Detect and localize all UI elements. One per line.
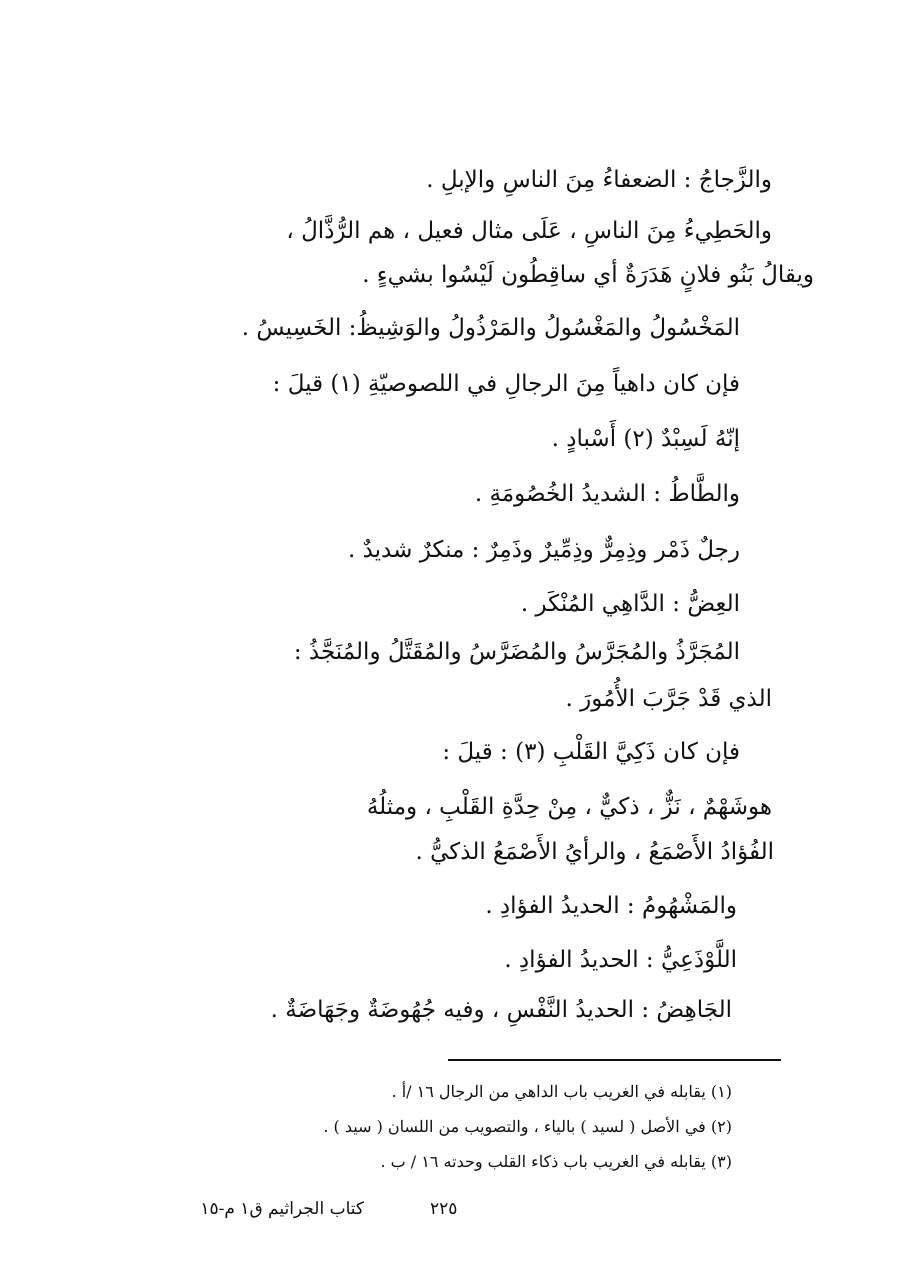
- text-line: الجَاهِضُ : الحديدُ النَّفْسِ ، وفيه جُهُوضَةٌ وجَهَاضَةٌ .: [270, 997, 732, 1023]
- page-number: ٢٢٥: [430, 1199, 458, 1219]
- text-line: والطَّاطُ : الشديدُ الخُصُومَةِ .: [474, 481, 740, 507]
- running-footer: كتاب الجراثيم ق١ م-١٥: [200, 1199, 364, 1219]
- text-line: هوشَهْمٌ ، نَزٌّ ، ذكيٌّ ، مِنْ حِدَّةِ القَلْبِ ، ومثلُهُ: [366, 794, 772, 820]
- text-line: اللَّوْذَعِيُّ : الحديدُ الفؤادِ .: [504, 947, 737, 973]
- footnote: (٣) يقابله في الغريب باب ذكاء القلب وحدته ١٦ / ب .: [380, 1152, 732, 1171]
- text-line: إنّهُ لَسِبْدٌ (٢) أَسْبادٍ .: [551, 426, 740, 452]
- text-line: والزَّجاجُ : الضعفاءُ مِنَ الناسِ والإبلِ .: [426, 167, 772, 193]
- text-line: والحَطِيءُ مِنَ الناسِ ، عَلَى مثال فعيل ، هم الرُّذَّالُ ،: [286, 218, 772, 244]
- text-line: فإن كان داهياً مِنَ الرجالِ في اللصوصيّةِ (١) قيلَ :: [272, 371, 740, 397]
- footnote-divider: [448, 1059, 781, 1061]
- text-line: المُجَرَّذُ والمُجَرَّسُ والمُضَرَّسُ والمُقَتَّلُ والمُنَجَّذُ :: [293, 639, 740, 665]
- footnote: (٢) في الأصل ( لسيد ) بالياء ، والتصويب من اللسان ( سيد ) .: [323, 1117, 732, 1136]
- text-line: المَخْسُولُ والمَغْسُولُ والمَرْذُولُ والوَشِيظُ: الخَسِيسُ .: [241, 315, 740, 341]
- footnote: (١) يقابله في الغريب باب الداهي من الرجال ١٦ /أ .: [391, 1082, 732, 1101]
- text-line: الفُؤادُ الأَصْمَعُ ، والرأيُ الأَصْمَعُ الذكيُّ .: [415, 839, 774, 865]
- text-line: والمَشْهُومُ : الحديدُ الفؤادِ .: [485, 893, 737, 919]
- text-line: رجلٌ ذَمْر وذِمِرٌّ وذِمِّيرٌ وذَمِرٌ : منكرٌ شديدٌ .: [347, 537, 740, 563]
- text-line: فإن كان ذَكِيَّ القَلْبِ (٣) : قيلَ :: [442, 739, 740, 765]
- text-line: الذي قَدْ جَرَّبَ الأُمُورَ .: [565, 686, 772, 712]
- text-line: العِضُّ : الدَّاهِي المُنْكَر .: [520, 591, 740, 617]
- text-line: ويقالُ بَنُو فلانٍ هَدَرَةٌ أي ساقِطُون لَيْسُوا بشيءٍ .: [362, 262, 814, 288]
